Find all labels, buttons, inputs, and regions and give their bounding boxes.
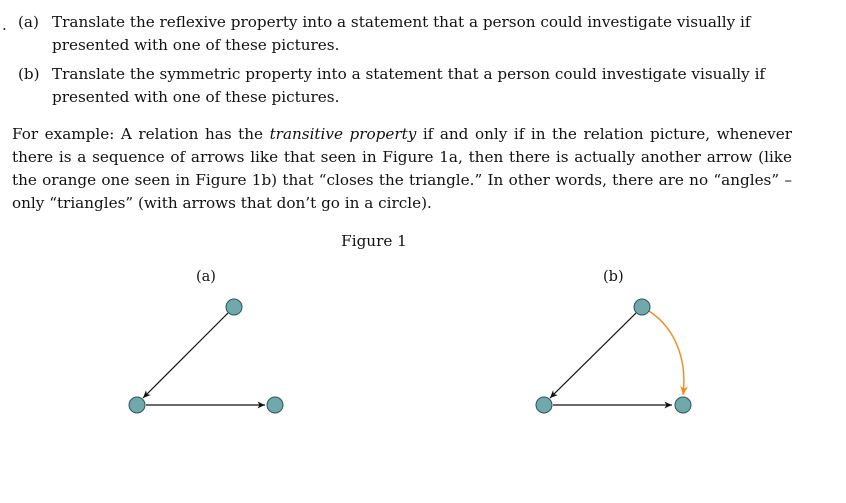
paragraph-emphasis: transitive property <box>269 125 417 143</box>
node-b-top <box>634 299 650 315</box>
item-text-line-1: Translate the reflexive property into a statement that a person could investigate visually if <box>52 13 751 31</box>
item-text-line-2: presented with one of these pictures. <box>52 36 340 54</box>
list-marker: . <box>2 16 7 34</box>
subfigure-caption-b: (b) <box>603 269 624 285</box>
paragraph-text-end: if and only if in the relation picture, whenever there is a sequence of arrows like that seen in Figure 1a, then there is actually another arrow (like the orange one seen in Figure 1b) that “closes the triangle.” In other words, there are no “angles” – only “triangles” (with arrows that don’t go in a circle). <box>12 125 792 212</box>
edge-b-closing-triangle <box>649 311 684 395</box>
node-b-right <box>675 397 691 413</box>
edge-b-top-to-left <box>550 313 636 398</box>
edge-a-top-to-left <box>143 313 228 398</box>
node-a-right <box>267 397 283 413</box>
item-label: (b) <box>18 65 40 83</box>
graph-b <box>536 299 691 413</box>
paragraph-text-start: For example: A relation has the <box>12 125 270 143</box>
subfigure-caption-a: (a) <box>196 269 216 285</box>
figure-title: Figure 1 <box>341 232 407 250</box>
node-b-left <box>536 397 552 413</box>
item-text-line-2: presented with one of these pictures. <box>52 88 340 106</box>
item-label: (a) <box>18 13 39 31</box>
node-a-top <box>226 299 242 315</box>
node-a-left <box>129 397 145 413</box>
item-text-line-1: Translate the symmetric property into a statement that a person could investigate visually if <box>52 65 766 83</box>
graph-a <box>129 299 283 413</box>
